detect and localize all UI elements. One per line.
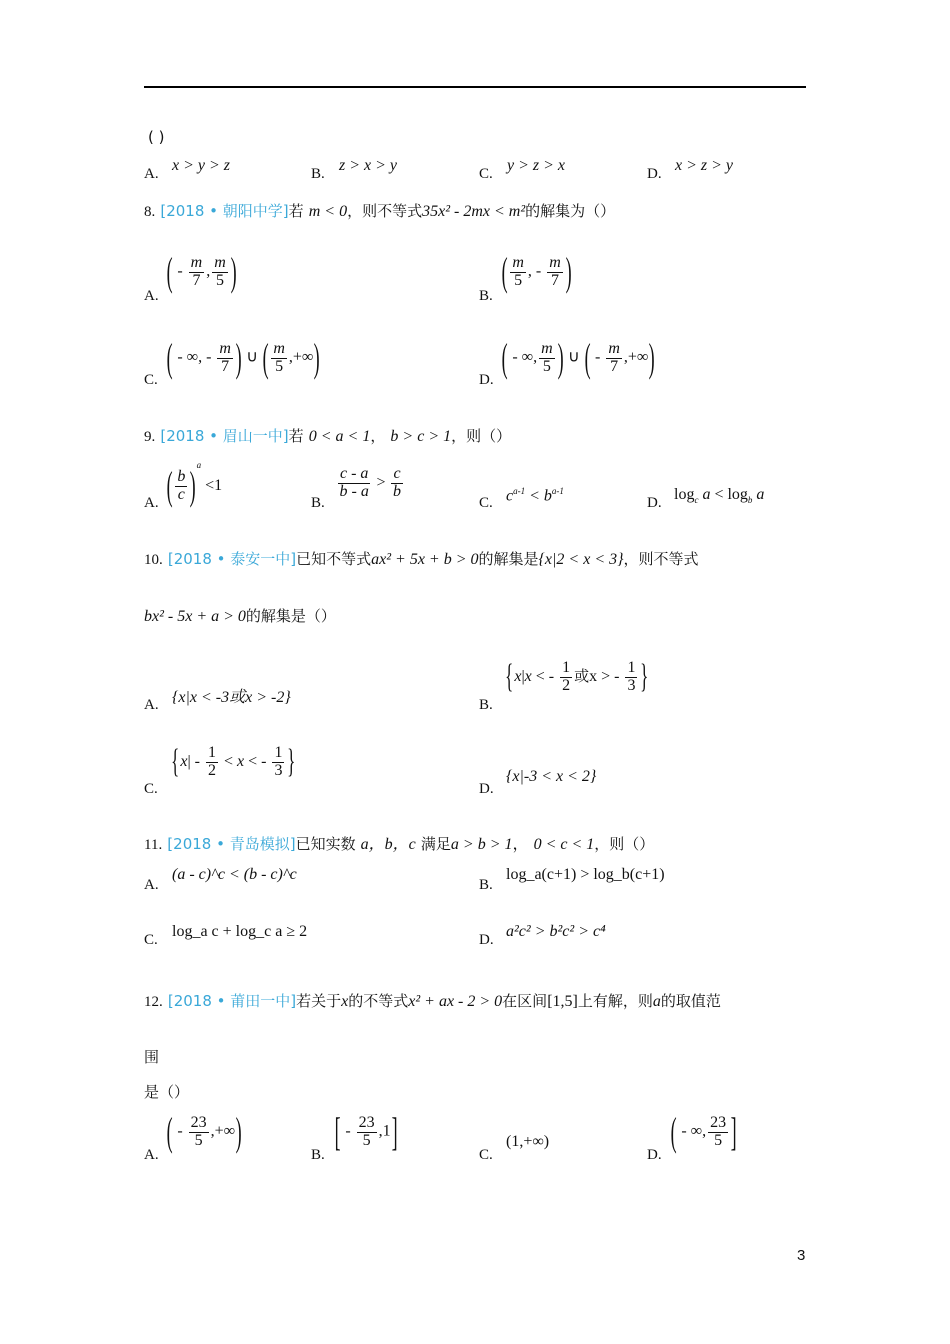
- q8-condition: m < 0: [308, 203, 348, 220]
- q11-source-tag: [2018 • 青岛模拟]: [167, 835, 296, 853]
- q12-option-a: ( - $\frac{23}{5}$ ,+∞): [166, 1109, 242, 1154]
- q11-option-c-label: C.: [144, 932, 158, 948]
- q8-option-d-label: D.: [479, 372, 494, 388]
- q12-stem: 12. [2018 • 莆田一中]若关于x的不等式x² + ax - 2 > 0在区间[1,5]上有解，则a的取值范: [144, 992, 721, 1010]
- q10-option-b: {x|x < - $\frac{1}{2}$ 或x > - $\frac{1}{3}$ }: [505, 658, 649, 696]
- q9-option-a-label: A.: [144, 495, 159, 511]
- q12-option-b: [ - $\frac{23}{5}$ ,1]: [334, 1109, 398, 1154]
- q11-option-d: a²c² > b²c² > c⁴: [506, 923, 606, 940]
- q10-option-c: {x| - $\frac{1}{2}$ < x < - $\frac{1}{3}$ }: [171, 743, 296, 781]
- q12-source-tag: [2018 • 莆田一中]: [167, 992, 297, 1010]
- q9-option-d: $\log_c a < \log_b a$: [674, 486, 765, 506]
- q10-option-a-label: A.: [144, 697, 159, 713]
- q8-option-a-label: A.: [144, 288, 159, 304]
- q9-option-a: ( $\frac{b}{c}$ )$^a$ <1: [166, 460, 223, 509]
- q7-option-d: x > z > y: [675, 157, 734, 174]
- q7-option-b: z > x > y: [339, 157, 398, 174]
- q8-option-c: ( - ∞, - $\frac{m}{7}$ ) ∪ ( $\frac{m}{5}$ ,+∞): [166, 335, 320, 380]
- q12-option-b-label: B.: [311, 1147, 325, 1163]
- q12-interval: [1,5]: [547, 993, 578, 1010]
- q12-inequality: x² + ax - 2 > 0: [408, 993, 503, 1010]
- q7-option-a-label: A.: [144, 166, 159, 182]
- q10-option-a: {x|x < -3或x > -2}: [172, 689, 291, 706]
- q12-stem-line2: 围: [144, 1048, 160, 1066]
- q9-option-b: $\frac{c - a}{b - a}$ > $\frac{c}{b}$: [339, 465, 402, 500]
- q10-option-d: {x|-3 < x < 2}: [506, 768, 597, 785]
- q7-option-c: y > z > x: [507, 157, 566, 174]
- q8-option-c-label: C.: [144, 372, 158, 388]
- q8-option-b: ( $\frac{m}{5}$ , - $\frac{m}{7}$ ): [501, 249, 572, 294]
- q8-source-tag: [2018 • 朝阳中学]: [160, 202, 289, 220]
- q10-option-d-label: D.: [479, 781, 494, 797]
- q8-option-a: ( - $\frac{m}{7}$ , $\frac{m}{5}$ ): [166, 249, 237, 294]
- q7-option-a: x > y > z: [172, 157, 231, 174]
- q11-stem: 11. [2018 • 青岛模拟]已知实数 a，b，c 满足a > b > 1， 0 < c < 1，则（）: [144, 834, 655, 853]
- q12-option-d: ( - ∞, $\frac{23}{5}$ ]: [670, 1109, 737, 1154]
- q10-solution-set: {x|2 < x < 3}: [538, 551, 624, 568]
- q12-option-c: (1,+∞): [506, 1133, 550, 1150]
- q10-stem: 10. [2018 • 泰安一中]已知不等式ax² + 5x + b > 0的解集是{x|2 < x < 3}，则不等式: [144, 550, 699, 568]
- q8-option-b-label: B.: [479, 288, 493, 304]
- q11-option-c: log_a c + log_c a ≥ 2: [172, 923, 308, 940]
- q7-option-d-label: D.: [647, 166, 662, 182]
- q11-option-d-label: D.: [479, 932, 494, 948]
- page-number: 3: [797, 1247, 806, 1264]
- q9-option-b-label: B.: [311, 495, 325, 511]
- q10-inequality: ax² + 5x + b > 0: [371, 551, 479, 568]
- q10-option-b-label: B.: [479, 697, 493, 713]
- q12-option-c-label: C.: [479, 1147, 493, 1163]
- q12-option-a-label: A.: [144, 1147, 159, 1163]
- q9-stem: 9. [2018 • 眉山一中]若 0 < a < 1， b > c > 1，则（）: [144, 427, 512, 445]
- q9-option-c-label: C.: [479, 495, 493, 511]
- q9-source-tag: [2018 • 眉山一中]: [160, 427, 289, 445]
- q11-option-a: (a - c)^c < (b - c)^c: [172, 866, 297, 883]
- q8-inequality: 35x² - 2mx < m²: [422, 203, 526, 220]
- q10-option-c-label: C.: [144, 781, 158, 797]
- q12-stem-line3: 是（）: [144, 1083, 190, 1101]
- header-rule: [144, 86, 806, 88]
- q11-option-a-label: A.: [144, 877, 159, 893]
- q11-option-b-label: B.: [479, 877, 493, 893]
- q10-stem-line2: bx² - 5x + a > 0的解集是（）: [144, 607, 336, 625]
- q9-option-d-label: D.: [647, 495, 662, 511]
- q7-stem: ( ): [148, 128, 165, 146]
- q7-option-b-label: B.: [311, 166, 325, 182]
- q11-option-b: log_a(c+1) > log_b(c+1): [506, 866, 665, 883]
- q12-option-d-label: D.: [647, 1147, 662, 1163]
- q10-source-tag: [2018 • 泰安一中]: [167, 550, 297, 568]
- q7-option-c-label: C.: [479, 166, 493, 182]
- q8-stem: 8. [2018 • 朝阳中学]若 m < 0，则不等式35x² - 2mx < m²的解集为（）: [144, 202, 616, 220]
- q8-option-d: ( - ∞, $\frac{m}{5}$ ) ∪ ( - $\frac{m}{7}$ ,+∞): [501, 335, 655, 380]
- q9-option-c: $c^{a-1} < b^{a-1}$: [506, 486, 564, 505]
